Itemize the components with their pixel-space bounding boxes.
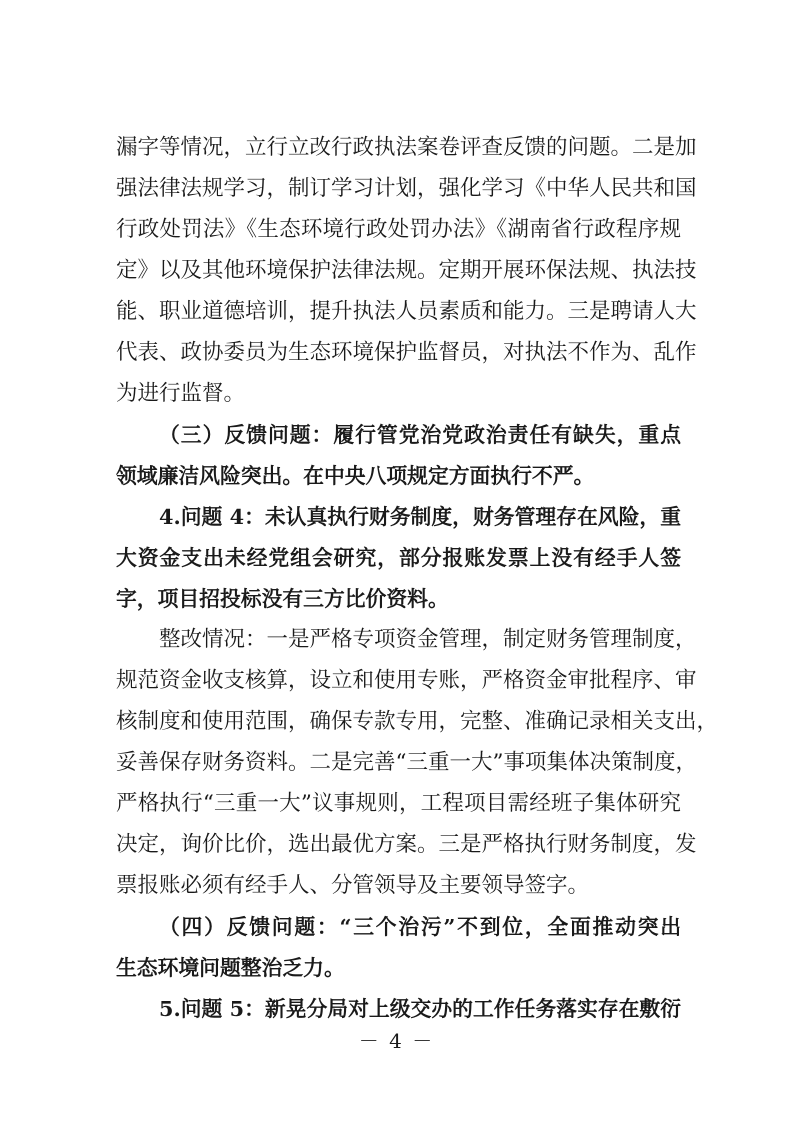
body-text (116, 133, 719, 1035)
paragraph-enforcement-rectification (116, 133, 697, 409)
heading-line: 4.问题 4：未认真执行财务制度，财务管理存在风险，重 (159, 504, 681, 529)
heading-line: 生态环境问题整治乏力。 (116, 955, 345, 980)
text-line: 行政处罚法》《生态环境行政处罚办法》《湖南省行政程序规 (116, 217, 681, 242)
text-line: 严格执行“三重一大”议事规则，工程项目需经班子集体研究 (116, 791, 681, 816)
heading-line: 大资金支出未经党组会研究，部分报账发票上没有经手人签 (116, 545, 681, 570)
text-line: 决定，询价比价，选出最优方案。三是严格执行财务制度，发 (116, 832, 697, 857)
heading-line: （三）反馈问题：履行管党治党政治责任有缺失，重点 (159, 422, 681, 447)
heading-line: 5.问题 5：新晃分局对上级交办的工作任务落实存在敷衍 (159, 996, 681, 1021)
text-line: 规范资金收支核算，设立和使用专账，严格资金审批程序、审 (116, 668, 697, 693)
text-line: 妥善保存财务资料。二是完善“三重一大”事项集体决策制度， (116, 750, 697, 775)
page-number: － 4 － (358, 1029, 435, 1053)
heading-line: 字，项目招投标没有三方比价资料。 (116, 586, 449, 611)
section-heading-three (116, 420, 681, 491)
issue-4-heading (116, 502, 681, 614)
heading-line: （四）反馈问题：“三个治污”不到位，全面推动突出 (159, 914, 681, 939)
text-line: 强法律法规学习，制订学习计划，强化学习《中华人民共和国 (116, 176, 697, 201)
paragraph-issue-4-rectification (116, 625, 719, 901)
text-line: 能、职业道德培训，提升执法人员素质和能力。三是聘请人大 (116, 299, 697, 324)
issue-5-heading (116, 994, 681, 1024)
text-line: 整改情况：一是严格专项资金管理，制定财务管理制度， (159, 627, 697, 652)
text-line: 为进行监督。 (116, 381, 246, 406)
text-line: 定》以及其他环境保护法律法规。定期开展环保法规、执法技 (116, 258, 697, 283)
section-heading-four (116, 912, 681, 983)
text-line: 代表、政协委员为生态环境保护监督员，对执法不作为、乱作 (116, 340, 697, 365)
text-line: 票报账必须有经手人、分管领导及主要领导签字。 (116, 873, 590, 898)
text-line: 漏字等情况，立行立改行政执法案卷评查反馈的问题。二是加 (116, 135, 697, 160)
text-line: 核制度和使用范围，确保专款专用，完整、准确记录相关支出， (116, 709, 719, 734)
heading-line: 领域廉洁风险突出。在中央八项规定方面执行不严。 (116, 463, 595, 488)
